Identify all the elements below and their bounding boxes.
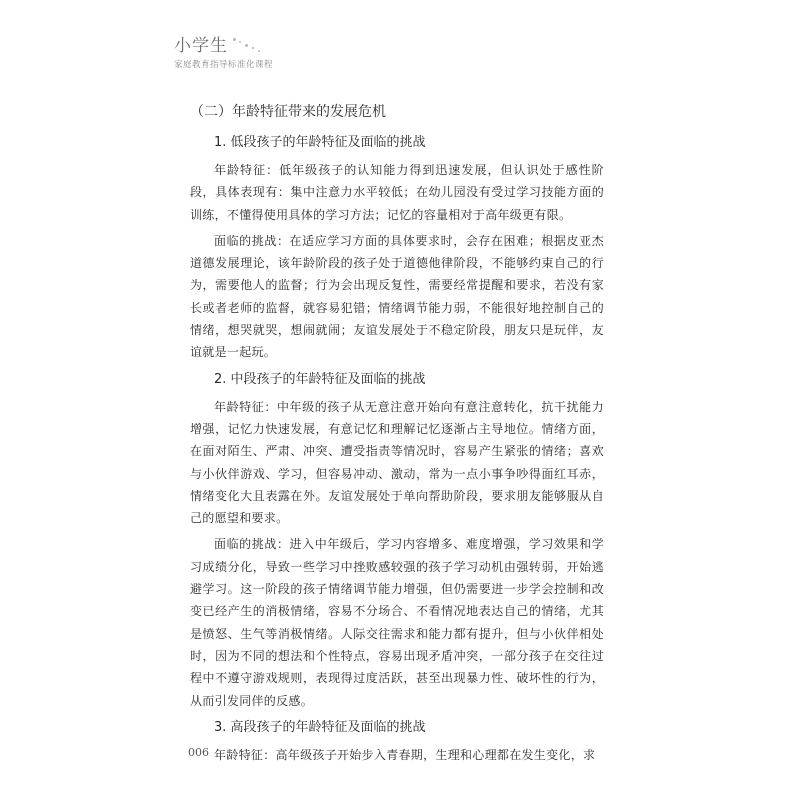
paragraph: 面临的挑战：在适应学习方面的具体要求时，会存在困难；根据皮亚杰道德发展理论，该年龄阶段的孩子处于道德他律阶段，不能够约束自己的行为，需要他人的监督；行为会出现反复性，需要经常提醒和要求，若没有家长或者老师的监督，就容易犯错；情绪调节能力弱，不能很好地控制自己的情绪，想哭就哭，想闹就闹；友谊发展处于不稳定阶段，朋友只是玩伴，友谊就是一起玩。: [190, 233, 604, 360]
subsection-heading-mid-grade: 2. 中段孩子的年龄特征及面临的挑战: [214, 371, 426, 387]
book-title: 小学生: [174, 36, 228, 56]
paragraph: 年龄特征：高年级孩子开始步入青春期，生理和心理都在发生变化，求: [214, 747, 596, 762]
section-heading: （二）年龄特征带来的发展危机: [190, 104, 386, 120]
book-subtitle: 家庭教育指导标准化课程: [174, 60, 274, 70]
paragraph: 面临的挑战：进入中年级后，学习内容增多、难度增强，学习效果和学习成绩分化，导致一些学习中挫败感较强的孩子学习动机由强转弱，开始逃避学习。这一阶段的孩子情绪调节能力增强，但仍需要进一步学会控制和改变已经产生的消极情绪，容易不分场合、不看情况地表达自己的情绪，尤其是愤怒、生气等消极情绪。人际交往需求和能力都有提升，但与小伙伴相处时，因为不同的想法和个性特点，容易出现矛盾冲突，一部分孩子在交往过程中不遵守游戏规则，表现得过度活跃，甚至出现暴力性、破坏性的行为，从而引发同伴的反感。: [190, 537, 604, 708]
book-header: [174, 36, 273, 70]
brand-row: [174, 36, 273, 56]
page-content: [190, 100, 604, 770]
paragraph: 年龄特征：中年级的孩子从无意注意开始向有意注意转化，抗干扰能力增强，记忆力快速发展，有意记忆和理解记忆逐渐占主导地位。情绪方面，在面对陌生、严肃、冲突、遭受指责等情况时，容易产生紧张的情绪；喜欢与小伙伴游戏、学习，但容易冲动、激动，常为一点小事争吵得面红耳赤，情绪变化大且表露在外。友谊发展处于单向帮助阶段，要求朋友能够服从自己的愿望和要求。: [190, 399, 604, 526]
subsection-heading-high-grade: 3. 高段孩子的年龄特征及面临的挑战: [214, 719, 426, 735]
subsection-heading-low-grade: 1. 低段孩子的年龄特征及面临的挑战: [214, 135, 426, 150]
paragraph: 年龄特征：低年级孩子的认知能力得到迅速发展，但认识处于感性阶段，具体表现有：集中注意力水平较低；在幼儿园没有受过学习技能方面的训练，不懂得使用具体的学习方法；记忆的容量相对于高年级更有限。: [190, 163, 604, 222]
page-number: 006: [188, 746, 209, 759]
sparkle-dots-icon: [231, 36, 265, 56]
